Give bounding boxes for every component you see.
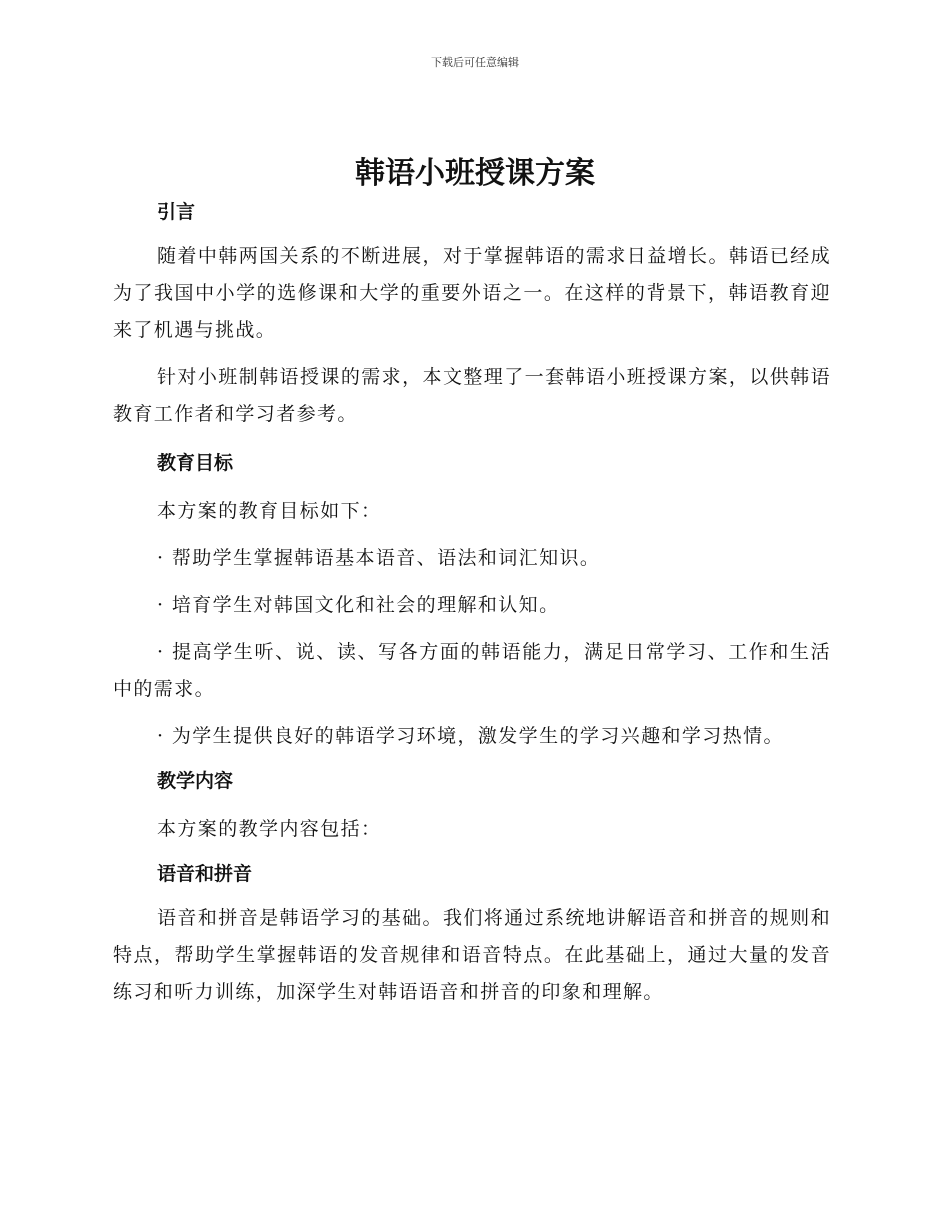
intro-paragraph-1: 随着中韩两国关系的不断进展，对于掌握韩语的需求日益增长。韩语已经成为了我国中小学的选修课和大学的重要外语之一。在这样的背景下，韩语教育迎来了机遇与挑战。 bbox=[113, 245, 831, 341]
goal-item-4: · 为学生提供良好的韩语学习环境，激发学生的学习兴趣和学习热情。 bbox=[157, 725, 784, 747]
goal-item-1: · 帮助学生掌握韩语基本语音、语法和词汇知识。 bbox=[157, 547, 601, 569]
phonetics-paragraph: 语音和拼音是韩语学习的基础。我们将通过系统地讲解语音和拼音的规则和特点，帮助学生掌握韩语的发音规律和语音特点。在此基础上，通过大量的发音练习和听力训练，加深学生对韩语语音和拼音的印象和理解。 bbox=[113, 907, 831, 1003]
goal-item-2: · 培育学生对韩国文化和社会的理解和认知。 bbox=[157, 594, 560, 616]
intro-paragraph-2: 针对小班制韩语授课的需求，本文整理了一套韩语小班授课方案，以供韩语教育工作者和学习者参考。 bbox=[113, 366, 831, 425]
document-body bbox=[113, 196, 831, 1011]
section-heading-phonetics: 语音和拼音 bbox=[157, 863, 253, 885]
section-heading-intro: 引言 bbox=[157, 201, 196, 223]
section-heading-goals: 教育目标 bbox=[157, 452, 234, 474]
section-heading-content: 教学内容 bbox=[157, 770, 234, 792]
content-lead: 本方案的教学内容包括： bbox=[157, 818, 382, 840]
goals-lead: 本方案的教育目标如下： bbox=[157, 500, 382, 522]
document-title: 韩语小班授课方案 bbox=[355, 156, 595, 191]
page-header-note: 下载后可任意编辑 bbox=[431, 56, 519, 69]
goal-item-3: · 提高学生听、说、读、写各方面的韩语能力，满足日常学习、工作和生活中的需求。 bbox=[113, 641, 831, 700]
